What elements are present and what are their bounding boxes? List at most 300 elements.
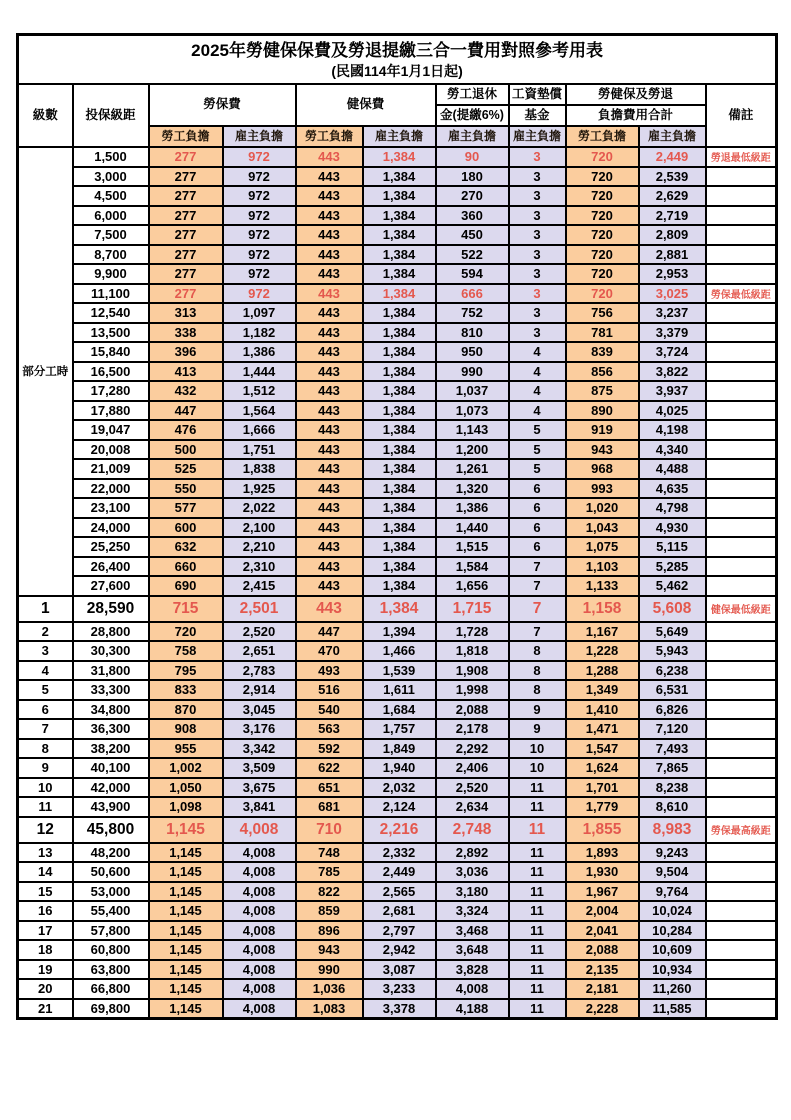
value-cell: 4,188 (436, 999, 509, 1019)
page-subtitle: (民國114年1月1日起) (331, 63, 463, 79)
value-cell: 5 (509, 420, 566, 440)
value-cell: 758 (149, 641, 223, 661)
remark-cell (706, 537, 777, 557)
value-cell: 1,539 (363, 661, 436, 681)
value-cell: 4,198 (639, 420, 706, 440)
value-cell: 10,284 (639, 921, 706, 941)
value-cell: 516 (296, 680, 363, 700)
value-cell: 1,838 (223, 459, 296, 479)
remark-cell (706, 843, 777, 863)
value-cell: 3 (509, 245, 566, 265)
remark-cell: 勞保最高級距 (706, 817, 777, 843)
table-row (18, 901, 777, 921)
value-cell: 4,008 (223, 901, 296, 921)
value-cell: 720 (566, 206, 639, 226)
table-row (18, 284, 777, 304)
subheader-employer-burden: 雇主負擔 (509, 126, 566, 147)
value-cell: 1,050 (149, 778, 223, 798)
value-cell: 1,515 (436, 537, 509, 557)
value-cell: 11 (509, 817, 566, 843)
level-cell: 5 (18, 680, 73, 700)
value-cell: 2,565 (363, 882, 436, 902)
value-cell: 1,158 (566, 596, 639, 622)
value-cell: 1,547 (566, 739, 639, 759)
value-cell: 1,386 (436, 498, 509, 518)
value-cell: 1,624 (566, 758, 639, 778)
remark-cell (706, 797, 777, 817)
value-cell: 1,043 (566, 518, 639, 538)
col-header-pension-line1: 勞工退休 (436, 84, 509, 105)
value-cell: 3 (509, 284, 566, 304)
bracket-cell: 17,880 (73, 401, 149, 421)
level-cell: 4 (18, 661, 73, 681)
value-cell: 972 (223, 147, 296, 167)
value-cell: 6 (509, 537, 566, 557)
table-row (18, 739, 777, 759)
value-cell: 3,378 (363, 999, 436, 1019)
table-row (18, 719, 777, 739)
value-cell: 4,340 (639, 440, 706, 460)
value-cell: 11 (509, 901, 566, 921)
value-cell: 1,757 (363, 719, 436, 739)
value-cell: 950 (436, 342, 509, 362)
value-cell: 720 (566, 284, 639, 304)
table-row (18, 498, 777, 518)
level-cell: 11 (18, 797, 73, 817)
remark-cell (706, 999, 777, 1019)
remark-cell (706, 979, 777, 999)
value-cell: 447 (296, 622, 363, 642)
value-cell: 1,133 (566, 576, 639, 596)
value-cell: 4 (509, 381, 566, 401)
value-cell: 690 (149, 576, 223, 596)
bracket-cell: 21,009 (73, 459, 149, 479)
value-cell: 443 (296, 264, 363, 284)
remark-cell (706, 901, 777, 921)
table-row (18, 700, 777, 720)
value-cell: 1,384 (363, 420, 436, 440)
value-cell: 3,724 (639, 342, 706, 362)
value-cell: 1,384 (363, 596, 436, 622)
value-cell: 1,320 (436, 479, 509, 499)
table-row (18, 778, 777, 798)
value-cell: 4,635 (639, 479, 706, 499)
value-cell: 443 (296, 557, 363, 577)
value-cell: 3,025 (639, 284, 706, 304)
value-cell: 6 (509, 498, 566, 518)
value-cell: 277 (149, 245, 223, 265)
value-cell: 3,237 (639, 303, 706, 323)
group-label-part-time: 部分工時 (18, 147, 73, 596)
value-cell: 2,228 (566, 999, 639, 1019)
remark-cell (706, 960, 777, 980)
value-cell: 443 (296, 303, 363, 323)
value-cell: 563 (296, 719, 363, 739)
value-cell: 1,103 (566, 557, 639, 577)
value-cell: 443 (296, 147, 363, 167)
value-cell: 180 (436, 167, 509, 187)
value-cell: 2,539 (639, 167, 706, 187)
table-row (18, 147, 777, 167)
value-cell: 1,384 (363, 362, 436, 382)
level-cell: 3 (18, 641, 73, 661)
value-cell: 6,238 (639, 661, 706, 681)
value-cell: 1,684 (363, 700, 436, 720)
value-cell: 11 (509, 862, 566, 882)
value-cell: 1,145 (149, 940, 223, 960)
value-cell: 1,849 (363, 739, 436, 759)
remark-cell: 健保最低級距 (706, 596, 777, 622)
bracket-cell: 57,800 (73, 921, 149, 941)
value-cell: 2,719 (639, 206, 706, 226)
level-cell: 1 (18, 596, 73, 622)
value-cell: 856 (566, 362, 639, 382)
value-cell: 1,384 (363, 518, 436, 538)
level-cell: 15 (18, 882, 73, 902)
value-cell: 3,233 (363, 979, 436, 999)
remark-cell (706, 700, 777, 720)
value-cell: 1,701 (566, 778, 639, 798)
value-cell: 8 (509, 641, 566, 661)
value-cell: 2,449 (363, 862, 436, 882)
value-cell: 720 (149, 622, 223, 642)
value-cell: 1,728 (436, 622, 509, 642)
table-row (18, 797, 777, 817)
table-row (18, 342, 777, 362)
bracket-cell: 25,250 (73, 537, 149, 557)
remark-cell (706, 719, 777, 739)
level-cell: 20 (18, 979, 73, 999)
value-cell: 1,200 (436, 440, 509, 460)
value-cell: 1,073 (436, 401, 509, 421)
table-row (18, 641, 777, 661)
value-cell: 11 (509, 979, 566, 999)
remark-cell (706, 245, 777, 265)
value-cell: 9,764 (639, 882, 706, 902)
value-cell: 972 (223, 206, 296, 226)
value-cell: 1,930 (566, 862, 639, 882)
table-row (18, 557, 777, 577)
value-cell: 5,285 (639, 557, 706, 577)
bracket-cell: 1,500 (73, 147, 149, 167)
value-cell: 4,008 (223, 862, 296, 882)
bracket-cell: 27,600 (73, 576, 149, 596)
value-cell: 1,967 (566, 882, 639, 902)
bracket-cell: 9,900 (73, 264, 149, 284)
table-row (18, 882, 777, 902)
value-cell: 720 (566, 186, 639, 206)
page-title: 2025年勞健保保費及勞退提繳三合一費用對照參考用表 (191, 41, 603, 61)
bracket-cell: 60,800 (73, 940, 149, 960)
value-cell: 1,908 (436, 661, 509, 681)
value-cell: 277 (149, 186, 223, 206)
level-cell: 8 (18, 739, 73, 759)
value-cell: 4,008 (223, 817, 296, 843)
value-cell: 5,649 (639, 622, 706, 642)
table-row (18, 401, 777, 421)
value-cell: 4,930 (639, 518, 706, 538)
value-cell: 4,008 (223, 843, 296, 863)
remark-cell (706, 225, 777, 245)
value-cell: 7 (509, 622, 566, 642)
remark-cell (706, 557, 777, 577)
value-cell: 2,100 (223, 518, 296, 538)
table-row (18, 303, 777, 323)
value-cell: 525 (149, 459, 223, 479)
col-header-level: 級數 (18, 84, 73, 147)
value-cell: 1,384 (363, 498, 436, 518)
value-cell: 756 (566, 303, 639, 323)
value-cell: 1,037 (436, 381, 509, 401)
value-cell: 990 (296, 960, 363, 980)
remark-cell (706, 498, 777, 518)
bracket-cell: 28,590 (73, 596, 149, 622)
level-cell: 21 (18, 999, 73, 1019)
table-row (18, 576, 777, 596)
value-cell: 1,145 (149, 843, 223, 863)
value-cell: 7,865 (639, 758, 706, 778)
col-header-total-line2: 負擔費用合計 (566, 105, 706, 126)
remark-cell: 勞退最低級距 (706, 147, 777, 167)
value-cell: 1,940 (363, 758, 436, 778)
value-cell: 6,531 (639, 680, 706, 700)
value-cell: 493 (296, 661, 363, 681)
table-row (18, 518, 777, 538)
value-cell: 11,260 (639, 979, 706, 999)
value-cell: 443 (296, 167, 363, 187)
value-cell: 1,145 (149, 862, 223, 882)
value-cell: 3,648 (436, 940, 509, 960)
value-cell: 3,675 (223, 778, 296, 798)
table-row (18, 459, 777, 479)
value-cell: 1,182 (223, 323, 296, 343)
bracket-cell: 40,100 (73, 758, 149, 778)
value-cell: 432 (149, 381, 223, 401)
value-cell: 4,008 (223, 960, 296, 980)
value-cell: 522 (436, 245, 509, 265)
value-cell: 443 (296, 537, 363, 557)
value-cell: 10,024 (639, 901, 706, 921)
value-cell: 720 (566, 264, 639, 284)
value-cell: 1,666 (223, 420, 296, 440)
level-cell: 19 (18, 960, 73, 980)
value-cell: 1,584 (436, 557, 509, 577)
value-cell: 10 (509, 739, 566, 759)
header-row-groups (18, 84, 777, 105)
value-cell: 1,228 (566, 641, 639, 661)
value-cell: 1,384 (363, 401, 436, 421)
value-cell: 1,384 (363, 303, 436, 323)
value-cell: 660 (149, 557, 223, 577)
bracket-cell: 42,000 (73, 778, 149, 798)
value-cell: 1,384 (363, 323, 436, 343)
bracket-cell: 23,100 (73, 498, 149, 518)
bracket-cell: 4,500 (73, 186, 149, 206)
value-cell: 2,501 (223, 596, 296, 622)
value-cell: 277 (149, 147, 223, 167)
table-row (18, 680, 777, 700)
value-cell: 3,509 (223, 758, 296, 778)
bracket-cell: 69,800 (73, 999, 149, 1019)
value-cell: 3 (509, 147, 566, 167)
value-cell: 2,124 (363, 797, 436, 817)
value-cell: 666 (436, 284, 509, 304)
value-cell: 5 (509, 459, 566, 479)
value-cell: 5 (509, 440, 566, 460)
value-cell: 2,942 (363, 940, 436, 960)
value-cell: 4,008 (223, 940, 296, 960)
value-cell: 11 (509, 921, 566, 941)
value-cell: 8,610 (639, 797, 706, 817)
value-cell: 651 (296, 778, 363, 798)
value-cell: 360 (436, 206, 509, 226)
level-cell: 13 (18, 843, 73, 863)
bracket-cell: 43,900 (73, 797, 149, 817)
bracket-cell: 38,200 (73, 739, 149, 759)
value-cell: 8 (509, 680, 566, 700)
value-cell: 443 (296, 479, 363, 499)
value-cell: 972 (223, 284, 296, 304)
subheader-employer-burden: 雇主負擔 (639, 126, 706, 147)
value-cell: 550 (149, 479, 223, 499)
value-cell: 943 (566, 440, 639, 460)
value-cell: 1,145 (149, 817, 223, 843)
value-cell: 4,798 (639, 498, 706, 518)
value-cell: 1,751 (223, 440, 296, 460)
col-header-health-insurance: 健保費 (296, 84, 436, 126)
value-cell: 8,238 (639, 778, 706, 798)
value-cell: 1,145 (149, 901, 223, 921)
value-cell: 6,826 (639, 700, 706, 720)
bracket-cell: 20,008 (73, 440, 149, 460)
value-cell: 720 (566, 147, 639, 167)
value-cell: 3,937 (639, 381, 706, 401)
value-cell: 5,462 (639, 576, 706, 596)
remark-cell (706, 420, 777, 440)
value-cell: 396 (149, 342, 223, 362)
table-title-cell (18, 35, 777, 85)
value-cell: 2,651 (223, 641, 296, 661)
value-cell: 1,466 (363, 641, 436, 661)
level-cell: 9 (18, 758, 73, 778)
value-cell: 2,216 (363, 817, 436, 843)
value-cell: 3 (509, 303, 566, 323)
table-row (18, 479, 777, 499)
value-cell: 11 (509, 940, 566, 960)
value-cell: 2,032 (363, 778, 436, 798)
table-row (18, 245, 777, 265)
value-cell: 7 (509, 596, 566, 622)
value-cell: 8,983 (639, 817, 706, 843)
bracket-cell: 63,800 (73, 960, 149, 980)
value-cell: 9,243 (639, 843, 706, 863)
value-cell: 1,384 (363, 245, 436, 265)
value-cell: 90 (436, 147, 509, 167)
value-cell: 3,176 (223, 719, 296, 739)
remark-cell (706, 758, 777, 778)
remark-cell (706, 641, 777, 661)
value-cell: 594 (436, 264, 509, 284)
value-cell: 720 (566, 225, 639, 245)
value-cell: 1,925 (223, 479, 296, 499)
value-cell: 1,083 (296, 999, 363, 1019)
value-cell: 443 (296, 440, 363, 460)
value-cell: 443 (296, 225, 363, 245)
value-cell: 870 (149, 700, 223, 720)
value-cell: 1,020 (566, 498, 639, 518)
value-cell: 338 (149, 323, 223, 343)
bracket-cell: 15,840 (73, 342, 149, 362)
value-cell: 443 (296, 381, 363, 401)
value-cell: 833 (149, 680, 223, 700)
col-header-total-line1: 勞健保及勞退 (566, 84, 706, 105)
table-row (18, 420, 777, 440)
remark-cell (706, 882, 777, 902)
value-cell: 443 (296, 323, 363, 343)
value-cell: 1,384 (363, 167, 436, 187)
table-row (18, 381, 777, 401)
table-row (18, 940, 777, 960)
value-cell: 1,384 (363, 264, 436, 284)
value-cell: 443 (296, 459, 363, 479)
value-cell: 2,797 (363, 921, 436, 941)
value-cell: 2,332 (363, 843, 436, 863)
value-cell: 1,288 (566, 661, 639, 681)
value-cell: 3,468 (436, 921, 509, 941)
value-cell: 3,180 (436, 882, 509, 902)
bracket-cell: 48,200 (73, 843, 149, 863)
premium-table (16, 33, 778, 1020)
value-cell: 7 (509, 576, 566, 596)
table-row (18, 622, 777, 642)
value-cell: 5,943 (639, 641, 706, 661)
subheader-employer-burden: 雇主負擔 (223, 126, 296, 147)
value-cell: 2,629 (639, 186, 706, 206)
value-cell: 3,036 (436, 862, 509, 882)
bracket-cell: 17,280 (73, 381, 149, 401)
remark-cell (706, 862, 777, 882)
value-cell: 447 (149, 401, 223, 421)
bracket-cell: 53,000 (73, 882, 149, 902)
table-row (18, 979, 777, 999)
value-cell: 972 (223, 167, 296, 187)
subheader-employee-burden: 勞工負擔 (296, 126, 363, 147)
bracket-cell: 7,500 (73, 225, 149, 245)
value-cell: 4,008 (223, 882, 296, 902)
value-cell: 11,585 (639, 999, 706, 1019)
value-cell: 277 (149, 225, 223, 245)
value-cell: 622 (296, 758, 363, 778)
value-cell: 443 (296, 576, 363, 596)
remark-cell (706, 401, 777, 421)
value-cell: 1,145 (149, 999, 223, 1019)
value-cell: 4 (509, 401, 566, 421)
value-cell: 1,384 (363, 225, 436, 245)
bracket-cell: 24,000 (73, 518, 149, 538)
value-cell: 1,384 (363, 147, 436, 167)
bracket-cell: 31,800 (73, 661, 149, 681)
value-cell: 1,143 (436, 420, 509, 440)
value-cell: 470 (296, 641, 363, 661)
bracket-cell: 6,000 (73, 206, 149, 226)
value-cell: 1,564 (223, 401, 296, 421)
value-cell: 2,041 (566, 921, 639, 941)
remark-cell (706, 921, 777, 941)
value-cell: 277 (149, 167, 223, 187)
value-cell: 2,210 (223, 537, 296, 557)
value-cell: 577 (149, 498, 223, 518)
value-cell: 2,783 (223, 661, 296, 681)
